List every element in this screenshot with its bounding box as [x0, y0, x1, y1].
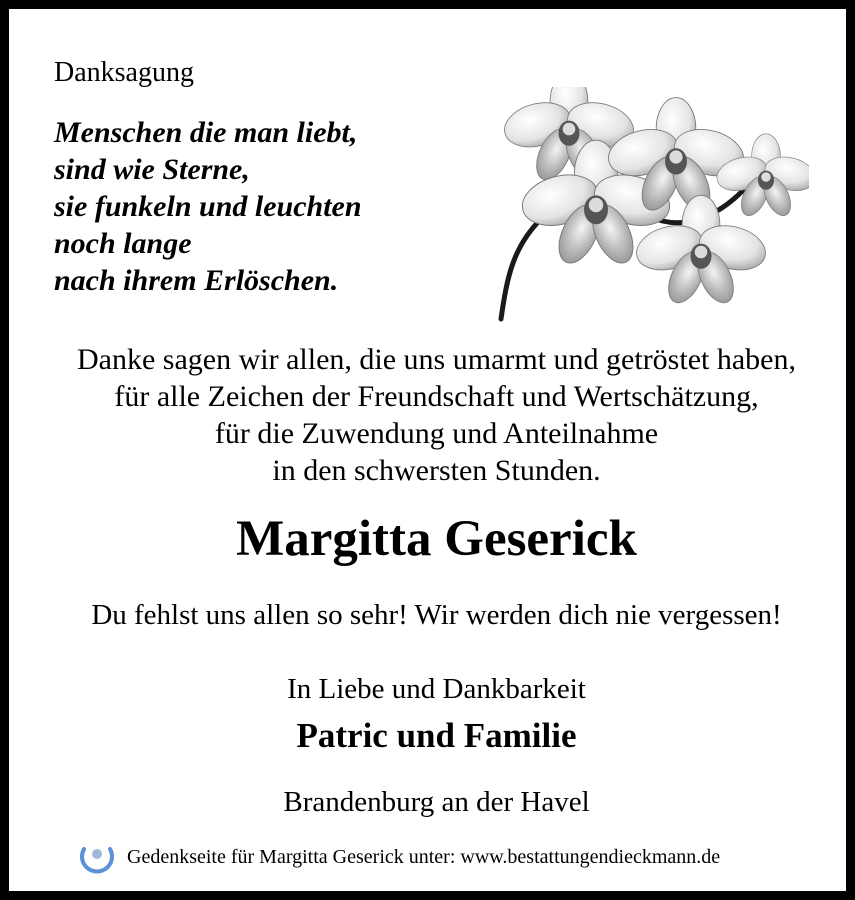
poem-line: Menschen die man liebt,	[54, 116, 358, 149]
poem-line: nach ihrem Erlöschen.	[54, 264, 339, 297]
love-line: In Liebe und Dankbarkeit	[287, 673, 586, 705]
city: Brandenburg an der Havel	[283, 786, 590, 818]
miss-line: Du fehlst uns allen so sehr! Wir werden dich nie vergessen!	[91, 599, 782, 631]
poem-line: noch lange	[54, 227, 192, 260]
family-signature: Patric und Familie	[296, 716, 577, 755]
footer-link-text[interactable]: Gedenkseite für Margitta Geserick unter: www.bestattungendieckmann.de	[127, 845, 721, 868]
thanks-line: für alle Zeichen der Freundschaft und Wertschätzung,	[114, 380, 759, 413]
thanks-line: in den schwersten Stunden.	[272, 454, 601, 487]
footer	[79, 839, 720, 875]
poem-line: sie funkeln und leuchten	[54, 190, 362, 223]
thanks-line: für die Zuwendung und Anteilnahme	[214, 417, 659, 450]
deceased-name: Margitta Geserick	[236, 511, 637, 567]
heading: Danksagung	[54, 57, 194, 88]
thanks-line: Danke sagen wir allen, die uns umarmt und getröstet haben,	[77, 343, 796, 376]
poem	[54, 114, 362, 299]
thanks-text	[9, 341, 855, 489]
orchid-image	[491, 87, 809, 327]
poem-line: sind wie Sterne,	[54, 153, 250, 186]
memorial-logo-icon	[79, 839, 115, 875]
